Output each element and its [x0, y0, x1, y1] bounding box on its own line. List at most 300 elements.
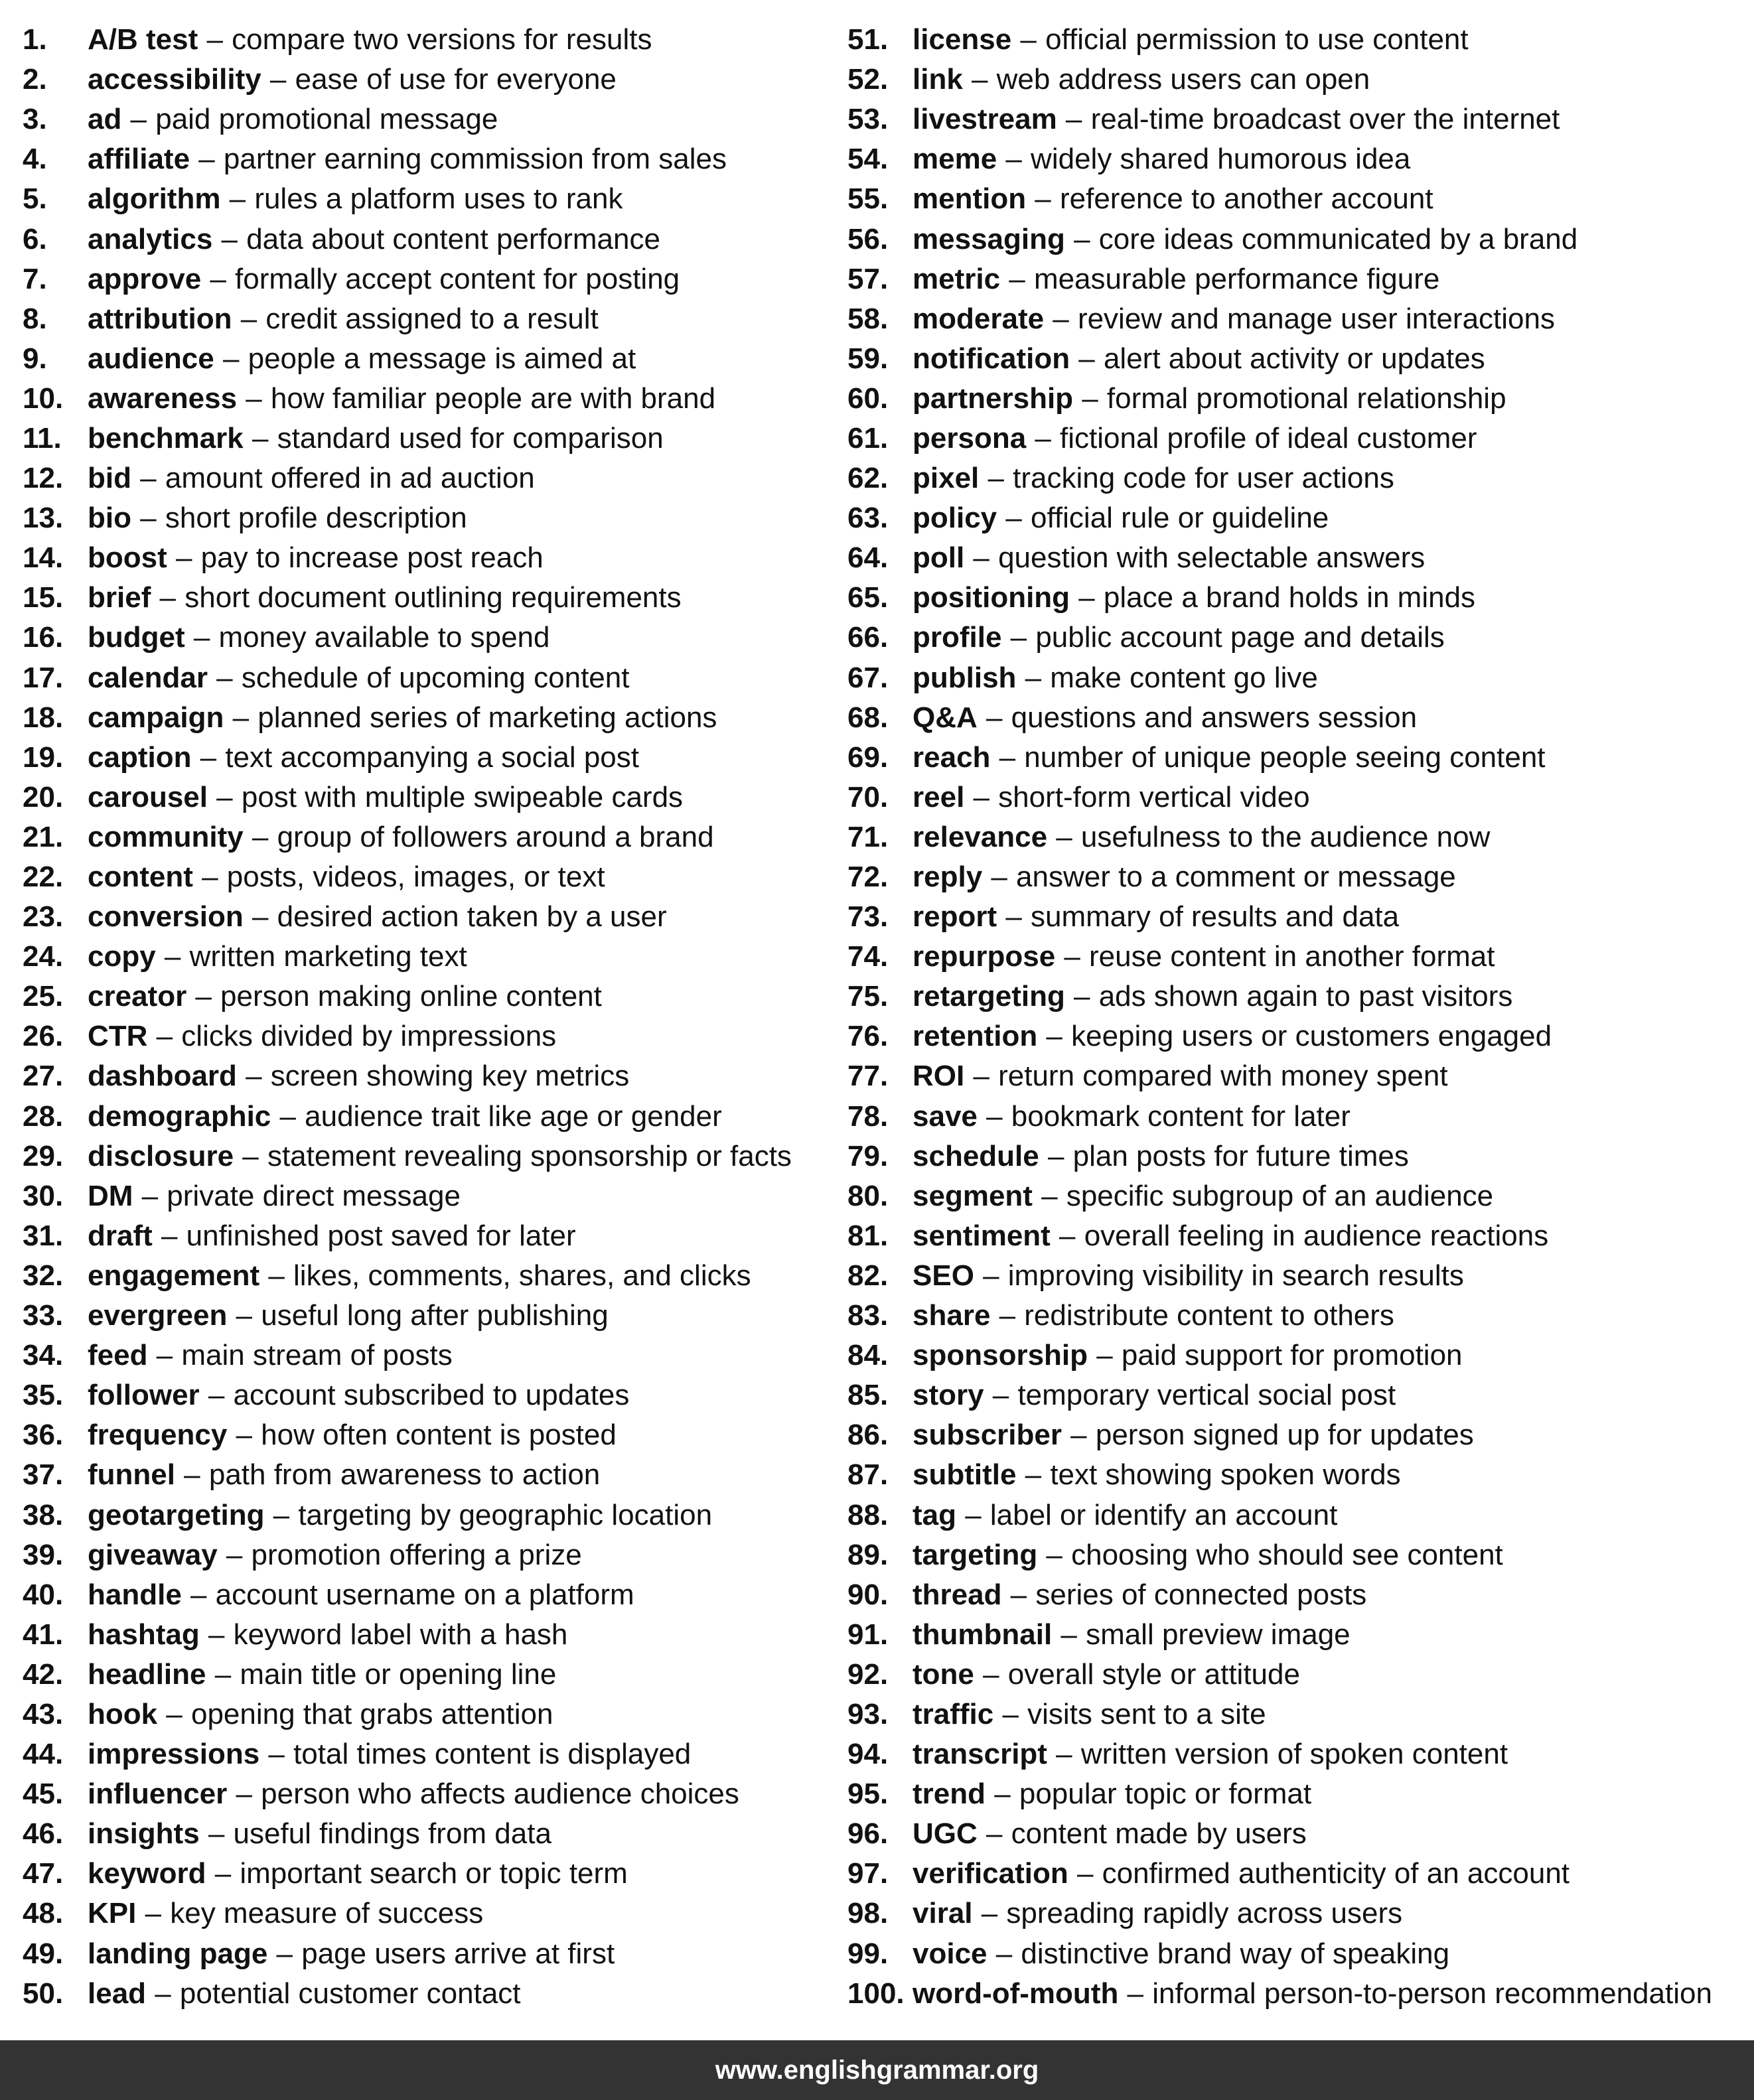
term-word: insights — [88, 1817, 200, 1851]
term-separator: – — [268, 1738, 285, 1771]
term-word: A/B test — [88, 23, 198, 56]
term-definition: page users arrive at first — [301, 1937, 615, 1970]
term-separator: – — [991, 861, 1007, 894]
term-definition: choosing who should see content — [1071, 1538, 1503, 1571]
term-separator: – — [1009, 262, 1025, 295]
term-definition: real-time broadcast over the internet — [1090, 103, 1560, 136]
term-word: headline — [88, 1657, 206, 1691]
term-number: 16. — [23, 621, 64, 654]
term-word: share — [913, 1299, 991, 1332]
term-row — [23, 578, 819, 618]
term-row — [847, 498, 1743, 538]
term-word: segment — [913, 1179, 1033, 1212]
term-number: 56. — [847, 222, 889, 255]
term-row — [847, 1216, 1743, 1256]
term-word: bid — [88, 462, 131, 495]
term-word: hashtag — [88, 1618, 200, 1651]
term-definition: person who affects audience choices — [261, 1778, 739, 1811]
term-definition: temporary vertical social post — [1017, 1379, 1396, 1412]
term-word: campaign — [88, 701, 224, 734]
term-separator: – — [222, 342, 240, 375]
term-row — [23, 1375, 819, 1415]
term-row — [23, 1176, 819, 1216]
term-word: awareness — [88, 382, 238, 415]
term-separator: – — [981, 1897, 998, 1930]
term-definition: standard used for comparison — [277, 421, 664, 455]
term-row — [847, 1375, 1743, 1415]
term-definition: make content go live — [1050, 661, 1318, 694]
term-row — [847, 1974, 1743, 2014]
term-separator: – — [141, 1179, 159, 1212]
term-row — [23, 379, 819, 419]
term-word: metric — [913, 262, 1001, 295]
term-definition: compare two versions for results — [232, 23, 652, 56]
term-row — [23, 1575, 819, 1615]
term-number: 35. — [23, 1379, 64, 1412]
term-separator: – — [983, 1259, 999, 1292]
term-separator: – — [1005, 143, 1022, 176]
term-number: 61. — [847, 421, 889, 455]
term-definition: keeping users or customers engaged — [1071, 1020, 1552, 1053]
term-number: 57. — [847, 262, 889, 295]
term-row — [23, 179, 819, 219]
term-number: 43. — [23, 1697, 64, 1730]
term-definition: official rule or guideline — [1031, 502, 1329, 535]
term-definition: small preview image — [1086, 1618, 1351, 1651]
term-word: messaging — [913, 222, 1065, 255]
term-number: 93. — [847, 1697, 889, 1730]
term-separator: – — [198, 143, 215, 176]
term-word: follower — [88, 1379, 200, 1412]
term-separator: – — [1056, 820, 1072, 853]
term-definition: account subscribed to updates — [233, 1379, 630, 1412]
term-row — [847, 1016, 1743, 1056]
term-number: 86. — [847, 1419, 889, 1452]
term-separator: – — [1076, 1857, 1094, 1890]
term-definition: person signed up for updates — [1095, 1419, 1474, 1452]
term-definition: statement revealing sponsorship or facts — [267, 1139, 792, 1172]
term-word: disclosure — [88, 1139, 234, 1172]
term-word: funnel — [88, 1458, 175, 1492]
term-number: 17. — [23, 661, 64, 694]
term-separator: – — [166, 1697, 183, 1730]
term-number: 39. — [23, 1538, 64, 1571]
term-number: 46. — [23, 1817, 64, 1851]
term-word: license — [913, 23, 1012, 56]
term-number: 19. — [23, 740, 64, 774]
term-row — [847, 1734, 1743, 1774]
term-definition: useful long after publishing — [261, 1299, 609, 1332]
term-word: retention — [913, 1020, 1038, 1053]
term-number: 97. — [847, 1857, 889, 1890]
term-row — [847, 1814, 1743, 1854]
term-word: sentiment — [913, 1219, 1051, 1252]
term-definition: group of followers around a brand — [277, 820, 714, 853]
term-row — [847, 139, 1743, 179]
term-row — [847, 1097, 1743, 1137]
term-word: engagement — [88, 1259, 260, 1292]
term-definition: content made by users — [1011, 1817, 1307, 1851]
term-word: giveaway — [88, 1538, 218, 1571]
term-separator: – — [986, 701, 1003, 734]
term-definition: usefulness to the audience now — [1080, 820, 1491, 853]
term-word: voice — [913, 1937, 987, 1970]
term-definition: how familiar people are with brand — [270, 382, 716, 415]
term-row — [847, 1336, 1743, 1375]
term-row — [23, 1894, 819, 1933]
term-row — [847, 339, 1743, 379]
term-definition: label or identify an account — [989, 1498, 1338, 1531]
term-definition: short-form vertical video — [998, 780, 1310, 813]
term-separator: – — [208, 1618, 225, 1651]
term-definition: plan posts for future times — [1072, 1139, 1409, 1172]
term-number: 3. — [23, 103, 47, 136]
term-row — [847, 778, 1743, 817]
term-word: retargeting — [913, 980, 1065, 1013]
term-row — [847, 1056, 1743, 1096]
term-row — [847, 219, 1743, 259]
term-row — [23, 1415, 819, 1455]
term-number: 15. — [23, 581, 64, 614]
term-row — [847, 259, 1743, 299]
term-separator: – — [214, 1657, 232, 1691]
term-word: keyword — [88, 1857, 206, 1890]
term-row — [23, 738, 819, 778]
term-word: traffic — [913, 1697, 994, 1730]
term-row — [23, 339, 819, 379]
term-word: geotargeting — [88, 1498, 265, 1531]
term-word: Q&A — [913, 701, 978, 734]
term-number: 95. — [847, 1778, 889, 1811]
term-number: 37. — [23, 1458, 64, 1492]
term-word: algorithm — [88, 182, 221, 216]
term-definition: account username on a platform — [215, 1578, 634, 1611]
term-separator: – — [1059, 1219, 1076, 1252]
term-definition: official permission to use content — [1045, 23, 1469, 56]
term-row — [847, 179, 1743, 219]
term-separator: – — [971, 63, 988, 96]
term-number: 4. — [23, 143, 47, 176]
term-number: 42. — [23, 1657, 64, 1691]
term-word: repurpose — [913, 940, 1056, 973]
term-number: 22. — [23, 861, 64, 894]
term-separator: – — [175, 541, 192, 575]
term-separator: – — [986, 1817, 1003, 1851]
term-separator: – — [279, 1099, 296, 1133]
term-separator: – — [1060, 1618, 1077, 1651]
term-separator: – — [1010, 1578, 1027, 1611]
term-row — [847, 20, 1743, 60]
term-word: caption — [88, 740, 192, 774]
term-number: 70. — [847, 780, 889, 813]
term-row — [847, 1894, 1743, 1933]
term-row — [23, 817, 819, 857]
term-word: affiliate — [88, 143, 190, 176]
term-definition: series of connected posts — [1035, 1578, 1367, 1611]
term-number: 29. — [23, 1139, 64, 1172]
term-word: word-of-mouth — [913, 1977, 1119, 2010]
term-separator: – — [1064, 940, 1080, 973]
term-separator: – — [145, 1897, 162, 1930]
term-row — [23, 1097, 819, 1137]
term-word: policy — [913, 502, 997, 535]
term-definition: text showing spoken words — [1050, 1458, 1401, 1492]
term-definition: desired action taken by a user — [277, 900, 667, 934]
term-separator: – — [1041, 1179, 1058, 1212]
term-definition: screen showing key metrics — [270, 1060, 630, 1093]
term-definition: data about content performance — [246, 222, 660, 255]
term-word: transcript — [913, 1738, 1047, 1771]
term-separator: – — [252, 820, 269, 853]
term-separator: – — [216, 780, 233, 813]
term-number: 71. — [847, 820, 889, 853]
term-separator: – — [1065, 103, 1082, 136]
term-separator: – — [1082, 382, 1098, 415]
term-row — [23, 937, 819, 977]
term-separator: – — [973, 541, 989, 575]
term-definition: specific subgroup of an audience — [1066, 1179, 1494, 1212]
term-definition: bookmark content for later — [1011, 1099, 1351, 1133]
term-number: 63. — [847, 502, 889, 535]
term-row — [847, 1495, 1743, 1535]
term-row — [847, 1176, 1743, 1216]
term-definition: opening that grabs attention — [190, 1697, 553, 1730]
term-number: 91. — [847, 1618, 889, 1651]
term-word: boost — [88, 541, 167, 575]
term-row — [23, 139, 819, 179]
term-row — [23, 1056, 819, 1096]
term-word: link — [913, 63, 963, 96]
term-row — [847, 618, 1743, 658]
term-number: 87. — [847, 1458, 889, 1492]
term-number: 25. — [23, 980, 64, 1013]
term-row — [23, 1774, 819, 1814]
term-number: 23. — [23, 900, 64, 934]
term-word: ad — [88, 103, 122, 136]
term-number: 84. — [847, 1339, 889, 1372]
glossary-column-right — [847, 20, 1743, 2014]
term-definition: schedule of upcoming content — [241, 661, 630, 694]
term-word: handle — [88, 1578, 182, 1611]
term-definition: formally accept content for posting — [235, 262, 680, 295]
term-number: 9. — [23, 342, 47, 375]
term-separator: – — [200, 740, 217, 774]
term-number: 55. — [847, 182, 889, 216]
term-word: targeting — [913, 1538, 1038, 1571]
term-separator: – — [240, 302, 257, 335]
term-separator: – — [1035, 182, 1051, 216]
term-number: 82. — [847, 1259, 889, 1292]
term-definition: post with multiple swipeable cards — [241, 780, 684, 813]
term-row — [23, 60, 819, 100]
term-number: 68. — [847, 701, 889, 734]
term-word: partnership — [913, 382, 1074, 415]
term-separator: – — [130, 103, 147, 136]
term-separator: – — [1070, 1419, 1087, 1452]
term-number: 47. — [23, 1857, 64, 1890]
term-word: analytics — [88, 222, 213, 255]
term-separator: – — [184, 1458, 200, 1492]
term-separator: – — [1005, 900, 1022, 934]
term-number: 31. — [23, 1219, 64, 1252]
term-separator: – — [226, 1538, 243, 1571]
term-word: evergreen — [88, 1299, 228, 1332]
term-word: ROI — [913, 1060, 965, 1093]
term-definition: short document outlining requirements — [184, 581, 682, 614]
term-number: 98. — [847, 1897, 889, 1930]
term-definition: alert about activity or updates — [1103, 342, 1485, 375]
term-separator: – — [159, 581, 177, 614]
term-definition: credit assigned to a result — [265, 302, 599, 335]
term-word: meme — [913, 143, 997, 176]
term-definition: formal promotional relationship — [1106, 382, 1506, 415]
term-number: 100. — [847, 1977, 905, 2010]
term-definition: paid promotional message — [155, 103, 498, 136]
term-definition: useful findings from data — [233, 1817, 551, 1851]
term-number: 66. — [847, 621, 889, 654]
term-separator: – — [1078, 342, 1095, 375]
term-row — [23, 419, 819, 458]
term-word: approve — [88, 262, 202, 295]
term-definition: rules a platform uses to rank — [254, 182, 623, 216]
term-definition: written marketing text — [189, 940, 467, 973]
term-row — [23, 498, 819, 538]
term-number: 10. — [23, 382, 64, 415]
term-separator: – — [252, 421, 269, 455]
term-definition: question with selectable answers — [998, 541, 1425, 575]
term-word: relevance — [913, 820, 1048, 853]
term-definition: popular topic or format — [1019, 1778, 1312, 1811]
term-separator: – — [214, 1857, 232, 1890]
term-number: 79. — [847, 1139, 889, 1172]
term-definition: clicks divided by impressions — [181, 1020, 557, 1053]
term-number: 24. — [23, 940, 64, 973]
term-word: viral — [913, 1897, 973, 1930]
term-separator: – — [1074, 980, 1090, 1013]
term-separator: – — [1078, 581, 1095, 614]
term-number: 69. — [847, 740, 889, 774]
term-word: content — [88, 861, 193, 894]
term-separator: – — [208, 1817, 225, 1851]
term-number: 36. — [23, 1419, 64, 1452]
term-row — [847, 857, 1743, 897]
term-definition: answer to a comment or message — [1016, 861, 1456, 894]
term-number: 26. — [23, 1020, 64, 1053]
term-number: 62. — [847, 462, 889, 495]
term-row — [23, 1734, 819, 1774]
term-row — [847, 458, 1743, 498]
term-number: 49. — [23, 1937, 64, 1970]
term-separator: – — [973, 1060, 989, 1093]
term-definition: how often content is posted — [261, 1419, 617, 1452]
term-definition: redistribute content to others — [1024, 1299, 1394, 1332]
term-definition: money available to spend — [218, 621, 550, 654]
term-row — [23, 857, 819, 897]
term-number: 75. — [847, 980, 889, 1013]
term-row — [847, 1615, 1743, 1655]
term-separator: – — [1047, 1139, 1064, 1172]
term-number: 53. — [847, 103, 889, 136]
term-word: pixel — [913, 462, 980, 495]
term-definition: place a brand holds in minds — [1103, 581, 1476, 614]
term-word: SEO — [913, 1259, 974, 1292]
term-definition: person making online content — [220, 980, 602, 1013]
term-separator: – — [195, 980, 212, 1013]
term-definition: promotion offering a prize — [251, 1538, 582, 1571]
term-definition: path from awareness to action — [208, 1458, 601, 1492]
term-number: 67. — [847, 661, 889, 694]
term-number: 41. — [23, 1618, 64, 1651]
term-separator: – — [140, 462, 157, 495]
term-row — [23, 259, 819, 299]
term-separator: – — [1025, 661, 1042, 694]
term-row — [847, 698, 1743, 738]
term-number: 21. — [23, 820, 64, 853]
term-row — [23, 458, 819, 498]
term-row — [23, 698, 819, 738]
term-number: 51. — [847, 23, 889, 56]
term-word: tone — [913, 1657, 974, 1691]
term-row — [23, 778, 819, 817]
term-word: save — [913, 1099, 978, 1133]
term-separator: – — [193, 621, 210, 654]
term-row — [847, 1934, 1743, 1974]
term-separator: – — [155, 1977, 171, 2010]
term-word: publish — [913, 661, 1017, 694]
term-number: 77. — [847, 1060, 889, 1093]
term-row — [23, 1934, 819, 1974]
term-separator: – — [995, 1937, 1013, 1970]
term-separator: – — [236, 1419, 252, 1452]
term-row — [23, 1455, 819, 1495]
term-separator: – — [202, 861, 218, 894]
term-word: schedule — [913, 1139, 1039, 1172]
term-definition: targeting by geographic location — [298, 1498, 713, 1531]
term-number: 11. — [23, 421, 62, 455]
term-number: 33. — [23, 1299, 64, 1332]
term-row — [23, 219, 819, 259]
term-row — [23, 1974, 819, 2014]
term-definition: potential customer contact — [179, 1977, 521, 2010]
term-separator: – — [252, 900, 269, 934]
term-number: 45. — [23, 1778, 64, 1811]
term-number: 48. — [23, 1897, 64, 1930]
term-separator: – — [216, 661, 233, 694]
term-separator: – — [1046, 1020, 1062, 1053]
term-number: 80. — [847, 1179, 889, 1212]
term-definition: private direct message — [167, 1179, 461, 1212]
term-definition: unfinished post saved for later — [186, 1219, 576, 1252]
term-word: livestream — [913, 103, 1057, 136]
term-row — [23, 618, 819, 658]
term-word: frequency — [88, 1419, 228, 1452]
term-word: reel — [913, 780, 965, 813]
term-row — [847, 1774, 1743, 1814]
term-separator: – — [1127, 1977, 1144, 2010]
term-row — [847, 1575, 1743, 1615]
term-number: 5. — [23, 182, 47, 216]
term-word: profile — [913, 621, 1002, 654]
term-definition: web address users can open — [996, 63, 1370, 96]
term-definition: spreading rapidly across users — [1006, 1897, 1403, 1930]
term-number: 30. — [23, 1179, 64, 1212]
term-row — [23, 658, 819, 698]
term-row — [847, 299, 1743, 339]
term-word: thread — [913, 1578, 1002, 1611]
term-number: 2. — [23, 63, 47, 96]
term-row — [23, 299, 819, 339]
term-separator: – — [210, 262, 226, 295]
